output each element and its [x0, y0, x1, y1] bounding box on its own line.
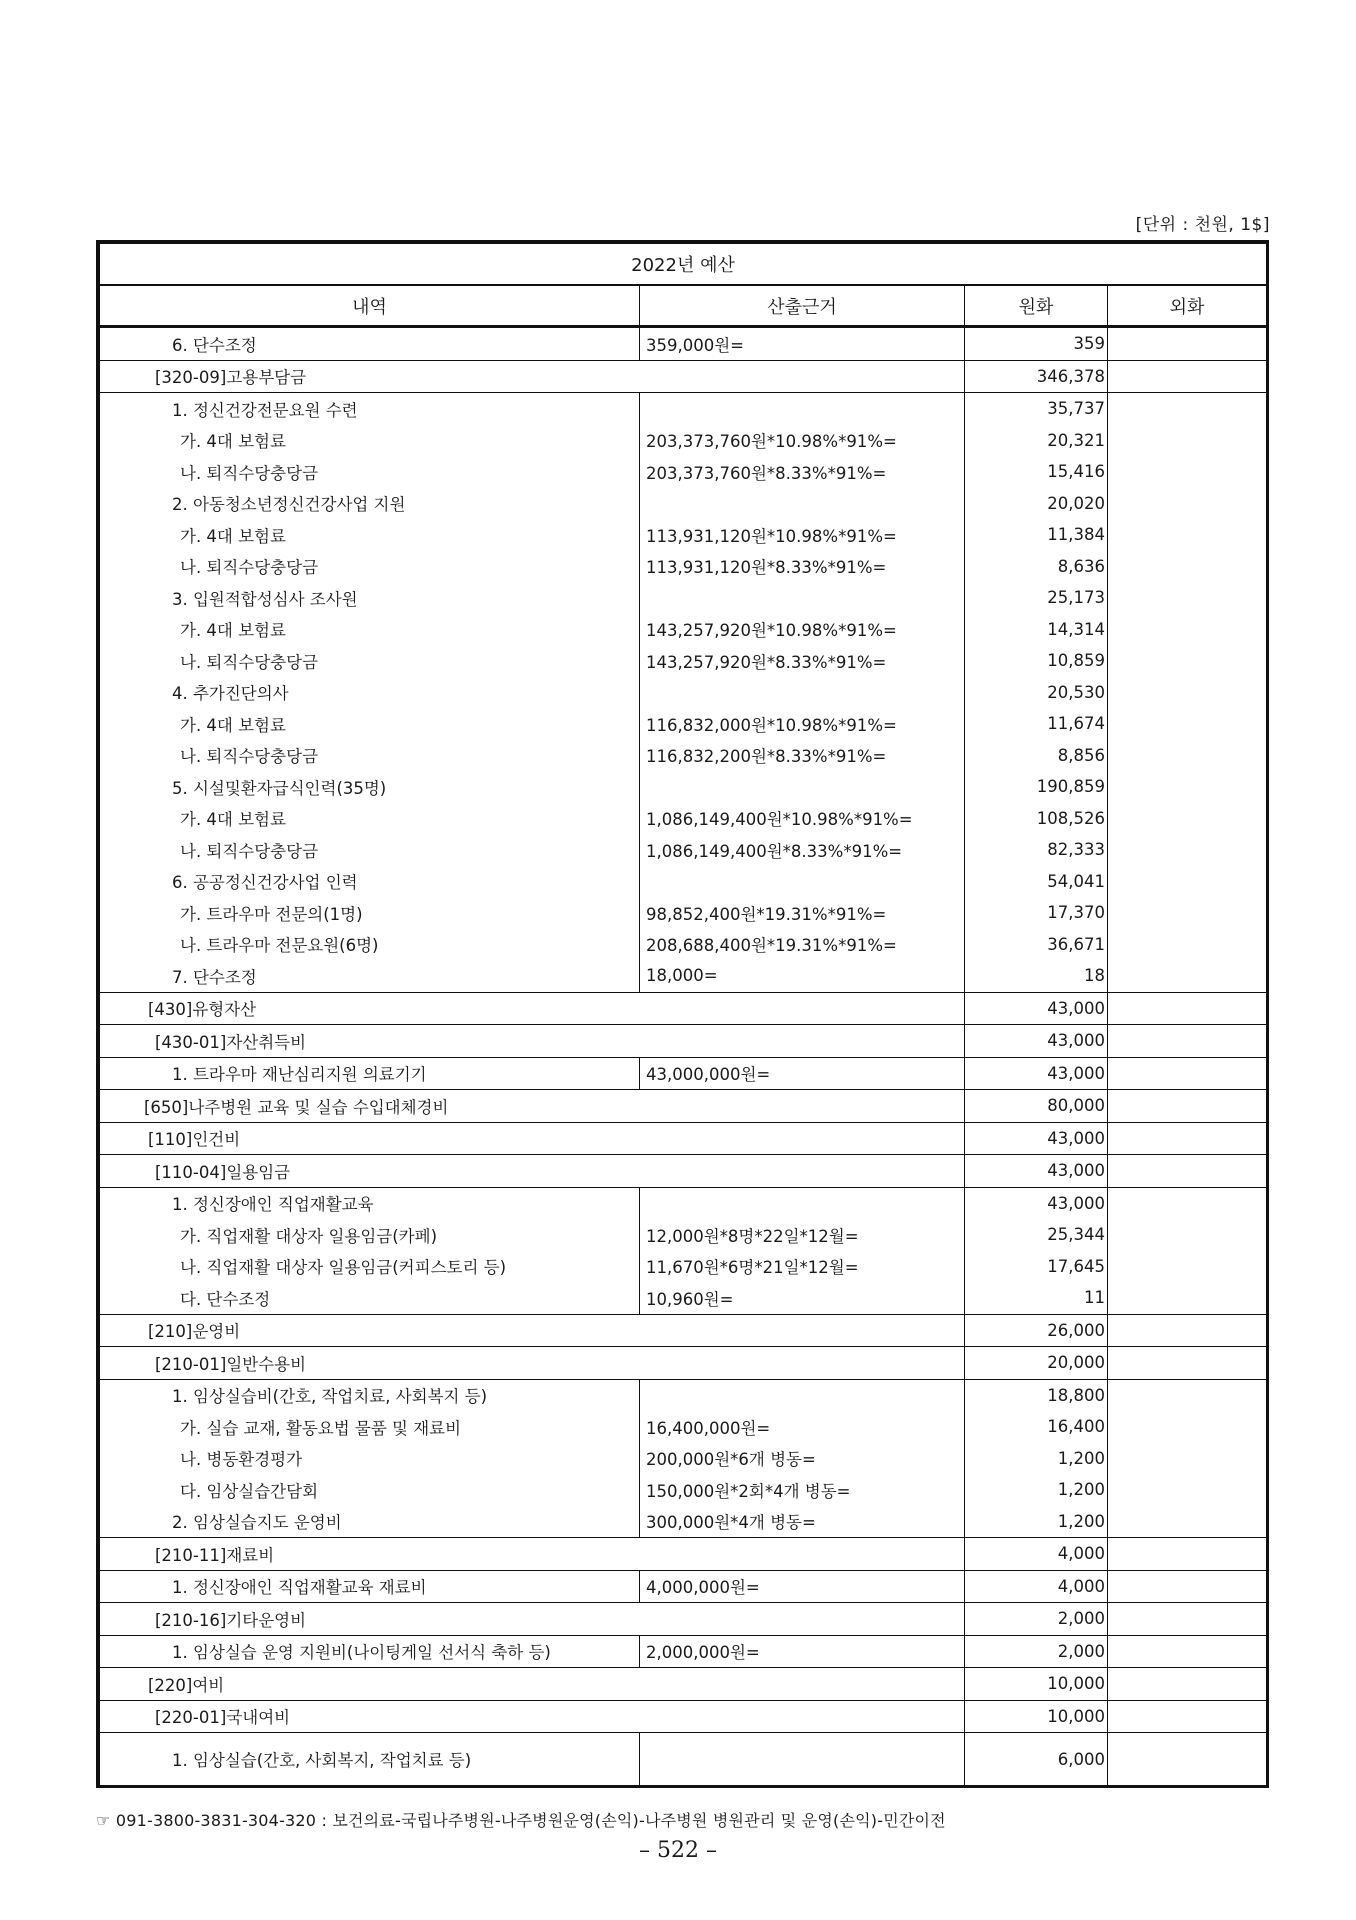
row-amount-krw: 10,859	[965, 645, 1108, 677]
row-amount-krw: 1,200	[965, 1474, 1108, 1506]
row-basis: 1,086,149,400원*8.33%*91%=	[640, 834, 965, 866]
row-label: 1. 트라우마 재난심리지원 의료기기	[100, 1057, 640, 1090]
row-label: 가. 트라우마 전문의(1명)	[100, 897, 640, 929]
table-row	[100, 488, 1267, 520]
row-basis: 359,000원=	[640, 327, 965, 361]
table-row	[100, 551, 1267, 583]
row-amount-foreign	[1108, 1155, 1267, 1188]
row-amount-foreign	[1108, 866, 1267, 898]
row-basis: 16,400,000원=	[640, 1411, 965, 1443]
row-label: 가. 직업재활 대상자 일용임금(카페)	[100, 1219, 640, 1251]
table-row	[100, 1251, 1267, 1283]
row-label: 1. 임상실습(간호, 사회복지, 작업치료 등)	[100, 1733, 640, 1786]
table-row	[100, 393, 1267, 425]
row-amount-foreign	[1108, 1347, 1267, 1380]
table-row	[100, 897, 1267, 929]
row-basis: 150,000원*2회*4개 병동=	[640, 1474, 965, 1506]
table-body	[100, 327, 1267, 1786]
row-amount-foreign	[1108, 519, 1267, 551]
row-amount-krw: 8,856	[965, 740, 1108, 772]
row-label: [210-11]재료비	[100, 1538, 965, 1571]
row-label: 1. 정신장애인 직업재활교육	[100, 1187, 640, 1219]
row-amount-foreign	[1108, 327, 1267, 361]
row-label: 6. 단수조정	[100, 327, 640, 361]
row-amount-krw: 80,000	[965, 1090, 1108, 1123]
row-label: 1. 임상실습비(간호, 작업치료, 사회복지 등)	[100, 1379, 640, 1411]
row-label: [210-01]일반수용비	[100, 1347, 965, 1380]
table-row	[100, 1538, 1267, 1571]
row-amount-krw: 43,000	[965, 1187, 1108, 1219]
row-amount-foreign	[1108, 1187, 1267, 1219]
row-basis	[640, 488, 965, 520]
row-amount-krw: 25,173	[965, 582, 1108, 614]
row-amount-krw: 43,000	[965, 992, 1108, 1025]
table-row	[100, 1347, 1267, 1380]
row-basis: 10,960원=	[640, 1282, 965, 1314]
row-label: 가. 4대 보험료	[100, 708, 640, 740]
table-row	[100, 1474, 1267, 1506]
row-amount-foreign	[1108, 1443, 1267, 1475]
table-row	[100, 992, 1267, 1025]
table-row	[100, 1025, 1267, 1058]
row-amount-foreign	[1108, 582, 1267, 614]
row-amount-krw: 11,384	[965, 519, 1108, 551]
row-amount-krw: 17,645	[965, 1251, 1108, 1283]
row-label: 1. 임상실습 운영 지원비(나이팅게일 선서식 축하 등)	[100, 1635, 640, 1668]
row-amount-foreign	[1108, 1025, 1267, 1058]
row-amount-krw: 20,020	[965, 488, 1108, 520]
row-amount-krw: 2,000	[965, 1635, 1108, 1668]
table-row	[100, 677, 1267, 709]
table-row	[100, 1700, 1267, 1733]
row-amount-krw: 11,674	[965, 708, 1108, 740]
row-amount-foreign	[1108, 1411, 1267, 1443]
row-amount-foreign	[1108, 1733, 1267, 1786]
row-amount-krw: 10,000	[965, 1700, 1108, 1733]
row-label: [430-01]자산취득비	[100, 1025, 965, 1058]
row-label: [210]운영비	[100, 1314, 965, 1347]
row-amount-krw: 43,000	[965, 1057, 1108, 1090]
table-row	[100, 1314, 1267, 1347]
row-label: [110-04]일용임금	[100, 1155, 965, 1188]
row-basis: 200,000원*6개 병동=	[640, 1443, 965, 1475]
row-amount-foreign	[1108, 1506, 1267, 1538]
row-amount-krw: 2,000	[965, 1603, 1108, 1636]
row-basis: 300,000원*4개 병동=	[640, 1506, 965, 1538]
row-basis: 143,257,920원*10.98%*91%=	[640, 614, 965, 646]
row-amount-foreign	[1108, 771, 1267, 803]
row-basis: 203,373,760원*10.98%*91%=	[640, 425, 965, 457]
row-amount-foreign	[1108, 551, 1267, 583]
table-row	[100, 360, 1267, 393]
row-amount-krw: 20,530	[965, 677, 1108, 709]
table-row	[100, 803, 1267, 835]
row-label: [430]유형자산	[100, 992, 965, 1025]
table-row	[100, 645, 1267, 677]
row-label: [320-09]고용부담금	[100, 360, 965, 393]
row-amount-foreign	[1108, 1122, 1267, 1155]
row-basis	[640, 393, 965, 425]
row-amount-krw: 20,000	[965, 1347, 1108, 1380]
row-label: 1. 정신장애인 직업재활교육 재료비	[100, 1570, 640, 1603]
row-label: [220-01]국내여비	[100, 1700, 965, 1733]
table-row	[100, 1603, 1267, 1636]
header-basis: 산출근거	[640, 285, 965, 327]
row-label: [210-16]기타운영비	[100, 1603, 965, 1636]
row-amount-krw: 36,671	[965, 929, 1108, 961]
row-amount-krw: 43,000	[965, 1155, 1108, 1188]
row-amount-foreign	[1108, 1379, 1267, 1411]
table-title: 2022년 예산	[100, 244, 1267, 286]
row-amount-krw: 17,370	[965, 897, 1108, 929]
row-basis	[640, 771, 965, 803]
row-amount-foreign	[1108, 897, 1267, 929]
row-amount-foreign	[1108, 992, 1267, 1025]
table-row	[100, 866, 1267, 898]
row-amount-foreign	[1108, 1314, 1267, 1347]
row-label: 다. 단수조정	[100, 1282, 640, 1314]
row-label: 4. 추가진단의사	[100, 677, 640, 709]
row-label: 3. 입원적합성심사 조사원	[100, 582, 640, 614]
row-amount-foreign	[1108, 834, 1267, 866]
row-amount-foreign	[1108, 740, 1267, 772]
row-basis: 11,670원*6명*21일*12월=	[640, 1251, 965, 1283]
header-krw: 원화	[965, 285, 1108, 327]
row-amount-foreign	[1108, 1635, 1267, 1668]
row-amount-krw: 82,333	[965, 834, 1108, 866]
row-amount-krw: 11	[965, 1282, 1108, 1314]
row-amount-krw: 18	[965, 960, 1108, 992]
table-row	[100, 1443, 1267, 1475]
row-amount-foreign	[1108, 1538, 1267, 1571]
row-amount-foreign	[1108, 1570, 1267, 1603]
row-label: 나. 직업재활 대상자 일용임금(커피스토리 등)	[100, 1251, 640, 1283]
table-row	[100, 425, 1267, 457]
row-label: 가. 4대 보험료	[100, 803, 640, 835]
table-row	[100, 1187, 1267, 1219]
row-label: 나. 퇴직수당충당금	[100, 456, 640, 488]
table-row	[100, 1668, 1267, 1701]
table-row	[100, 929, 1267, 961]
table-row	[100, 960, 1267, 992]
row-amount-krw: 25,344	[965, 1219, 1108, 1251]
row-amount-foreign	[1108, 488, 1267, 520]
row-amount-foreign	[1108, 1251, 1267, 1283]
row-amount-foreign	[1108, 1668, 1267, 1701]
row-amount-krw: 10,000	[965, 1668, 1108, 1701]
table-row	[100, 614, 1267, 646]
row-amount-krw: 4,000	[965, 1570, 1108, 1603]
row-label: 7. 단수조정	[100, 960, 640, 992]
row-amount-krw: 18,800	[965, 1379, 1108, 1411]
row-basis: 12,000원*8명*22일*12월=	[640, 1219, 965, 1251]
row-amount-foreign	[1108, 929, 1267, 961]
row-label: 가. 4대 보험료	[100, 519, 640, 551]
table-row	[100, 1635, 1267, 1668]
row-label: 5. 시설및환자급식인력(35명)	[100, 771, 640, 803]
row-basis: 113,931,120원*10.98%*91%=	[640, 519, 965, 551]
row-amount-foreign	[1108, 1090, 1267, 1123]
row-label: 2. 임상실습지도 운영비	[100, 1506, 640, 1538]
budget-table	[99, 243, 1267, 1785]
row-basis: 143,257,920원*8.33%*91%=	[640, 645, 965, 677]
row-label: 나. 병동환경평가	[100, 1443, 640, 1475]
row-amount-krw: 359	[965, 327, 1108, 361]
row-basis: 4,000,000원=	[640, 1570, 965, 1603]
table-row	[100, 582, 1267, 614]
row-basis: 208,688,400원*19.31%*91%=	[640, 929, 965, 961]
row-amount-foreign	[1108, 1603, 1267, 1636]
row-basis	[640, 866, 965, 898]
table-row	[100, 1379, 1267, 1411]
row-label: 나. 퇴직수당충당금	[100, 551, 640, 583]
header-foreign: 외화	[1108, 285, 1267, 327]
header-item: 내역	[100, 285, 640, 327]
row-basis: 116,832,000원*10.98%*91%=	[640, 708, 965, 740]
row-amount-krw: 108,526	[965, 803, 1108, 835]
row-label: [110]인건비	[100, 1122, 965, 1155]
row-basis	[640, 1379, 965, 1411]
unit-label: [단위 : 천원, 1$]	[1135, 215, 1270, 235]
row-label: 나. 퇴직수당충당금	[100, 645, 640, 677]
table-row	[100, 1090, 1267, 1123]
row-amount-foreign	[1108, 960, 1267, 992]
row-label: [220]여비	[100, 1668, 965, 1701]
page-number: – 522 –	[639, 1838, 717, 1863]
table-row	[100, 1506, 1267, 1538]
row-amount-foreign	[1108, 803, 1267, 835]
table-row	[100, 708, 1267, 740]
table-row	[100, 1057, 1267, 1090]
row-label: 6. 공공정신건강사업 인력	[100, 866, 640, 898]
table-row	[100, 1733, 1267, 1786]
row-amount-foreign	[1108, 645, 1267, 677]
row-amount-foreign	[1108, 1282, 1267, 1314]
row-basis	[640, 1187, 965, 1219]
table-row	[100, 771, 1267, 803]
table-row	[100, 740, 1267, 772]
table-row	[100, 834, 1267, 866]
row-label: 가. 4대 보험료	[100, 614, 640, 646]
row-amount-foreign	[1108, 677, 1267, 709]
row-label: 1. 정신건강전문요원 수련	[100, 393, 640, 425]
row-amount-foreign	[1108, 1474, 1267, 1506]
row-amount-foreign	[1108, 708, 1267, 740]
row-basis	[640, 677, 965, 709]
row-label: [650]나주병원 교육 및 실습 수입대체경비	[100, 1090, 965, 1123]
row-label: 2. 아동청소년정신건강사업 지원	[100, 488, 640, 520]
table-row	[100, 1219, 1267, 1251]
table-row	[100, 1282, 1267, 1314]
row-basis: 116,832,200원*8.33%*91%=	[640, 740, 965, 772]
row-amount-krw: 1,200	[965, 1506, 1108, 1538]
row-label: 가. 4대 보험료	[100, 425, 640, 457]
row-amount-krw: 190,859	[965, 771, 1108, 803]
row-amount-krw: 26,000	[965, 1314, 1108, 1347]
row-amount-krw: 35,737	[965, 393, 1108, 425]
row-amount-foreign	[1108, 425, 1267, 457]
row-label: 나. 퇴직수당충당금	[100, 740, 640, 772]
table-row	[100, 519, 1267, 551]
row-amount-krw: 43,000	[965, 1025, 1108, 1058]
row-basis: 98,852,400원*19.31%*91%=	[640, 897, 965, 929]
footnote: ☞ 091-3800-3831-304-320 : 보건의료-국립나주병원-나주병원운영(손익)-나주병원 병원관리 및 운영(손익)-민간이전	[96, 1811, 946, 1830]
row-amount-krw: 1,200	[965, 1443, 1108, 1475]
row-basis: 43,000,000원=	[640, 1057, 965, 1090]
row-amount-krw: 54,041	[965, 866, 1108, 898]
row-amount-krw: 346,378	[965, 360, 1108, 393]
table-row	[100, 1570, 1267, 1603]
row-basis	[640, 582, 965, 614]
row-amount-foreign	[1108, 1219, 1267, 1251]
row-basis: 113,931,120원*8.33%*91%=	[640, 551, 965, 583]
row-label: 가. 실습 교재, 활동요법 물품 및 재료비	[100, 1411, 640, 1443]
row-label: 다. 임상실습간담회	[100, 1474, 640, 1506]
row-amount-krw: 15,416	[965, 456, 1108, 488]
row-amount-foreign	[1108, 456, 1267, 488]
table-row	[100, 1122, 1267, 1155]
budget-table-container	[96, 240, 1269, 1788]
row-amount-foreign	[1108, 1057, 1267, 1090]
row-basis: 2,000,000원=	[640, 1635, 965, 1668]
table-row	[100, 456, 1267, 488]
table-row	[100, 1411, 1267, 1443]
row-amount-krw: 8,636	[965, 551, 1108, 583]
row-amount-foreign	[1108, 360, 1267, 393]
row-basis	[640, 1733, 965, 1786]
row-amount-krw: 6,000	[965, 1733, 1108, 1786]
row-amount-foreign	[1108, 614, 1267, 646]
row-amount-krw: 43,000	[965, 1122, 1108, 1155]
row-label: 나. 퇴직수당충당금	[100, 834, 640, 866]
row-amount-krw: 4,000	[965, 1538, 1108, 1571]
table-row	[100, 1155, 1267, 1188]
row-basis: 1,086,149,400원*10.98%*91%=	[640, 803, 965, 835]
row-basis: 203,373,760원*8.33%*91%=	[640, 456, 965, 488]
row-amount-foreign	[1108, 393, 1267, 425]
row-amount-foreign	[1108, 1700, 1267, 1733]
row-amount-krw: 20,321	[965, 425, 1108, 457]
row-label: 나. 트라우마 전문요원(6명)	[100, 929, 640, 961]
row-basis: 18,000=	[640, 960, 965, 992]
row-amount-krw: 14,314	[965, 614, 1108, 646]
table-row	[100, 327, 1267, 361]
row-amount-krw: 16,400	[965, 1411, 1108, 1443]
